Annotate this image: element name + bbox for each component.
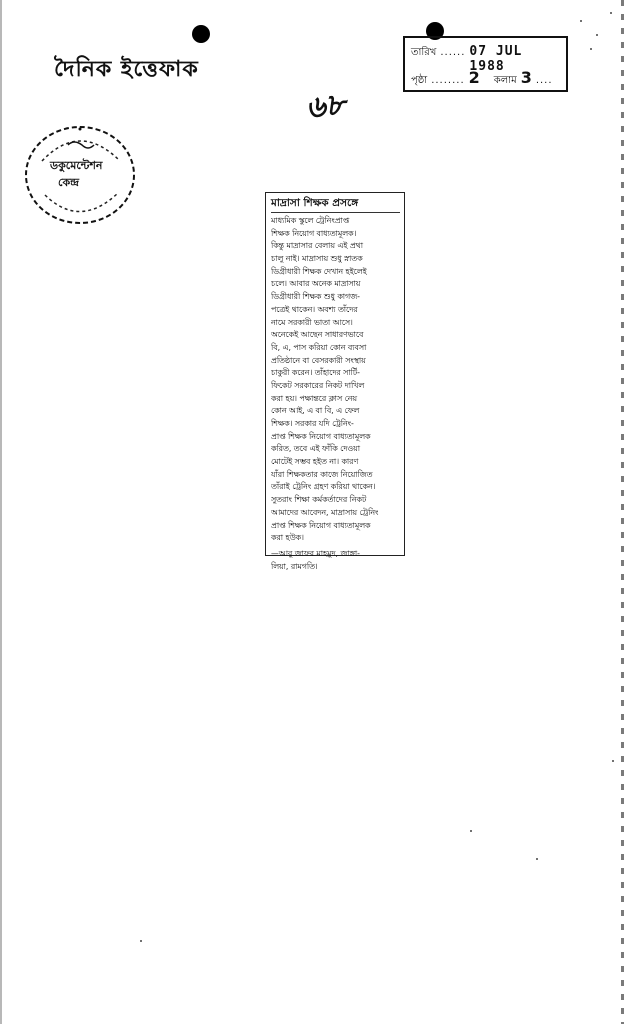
clipping-line: তাঁরাই ট্রেনিং গ্রহণ করিয়া থাকেন।	[271, 482, 376, 492]
date-stamp	[403, 36, 568, 92]
dotted-leader: ....	[535, 75, 553, 86]
clipping-heading: মাদ্রাসা শিক্ষক প্রসঙ্গে	[271, 197, 400, 213]
clipping-line: মোটেই সম্ভব হইত না। কারণ	[271, 457, 359, 467]
documentation-seal	[20, 123, 136, 227]
clipping-signature-2: লিয়া, রামগতি।	[271, 561, 318, 571]
column-label: কলাম	[493, 75, 517, 86]
page-edge-right	[621, 0, 624, 1024]
clipping-line: প্রতিষ্ঠানে বা বেসরকারী সংস্থায়	[271, 355, 366, 365]
clipping-line: ফিকেট সরকারের নিকট দাখিল	[271, 380, 365, 390]
clipping-line: ডিগ্রীধারী শিক্ষক শুধু কাগজ-	[271, 292, 360, 302]
dotted-leader: ........	[431, 75, 465, 86]
clipping-line: প্রাপ্ত শিক্ষক নিয়োগ বাধ্যতামূলক	[271, 431, 371, 441]
clipping-line: কিন্তু মাদ্রাসার বেলায় এই প্রথা	[271, 241, 363, 251]
clipping-line: চাকুরী করেন। তাঁহাদের সার্টি-	[271, 368, 360, 378]
clipping-line: আমাদের আবেদন, মাদ্রাসায় ট্রেনিং	[271, 507, 379, 517]
newspaper-masthead: দৈনিক ইত্তেফাক	[54, 57, 199, 82]
clipping-line: করা হউক।	[271, 533, 304, 543]
clipping-line: শিক্ষক নিয়োগ বাধ্যতামূলক।	[271, 228, 357, 238]
date-value: 07 JUL 1988	[469, 44, 523, 74]
seal-line-1: ডকুমেন্টেশন	[50, 159, 103, 172]
clipping-line: অনেকেই আছেন সাধারণভাবে	[271, 330, 364, 340]
clipping-body	[271, 215, 400, 545]
handwritten-number: ৬৮	[304, 87, 347, 126]
clipping-line: বি, এ, পাস করিয়া কোন ব্যবসা	[271, 342, 367, 352]
punch-hole-left	[192, 25, 210, 43]
clipping-line: ডিগ্রীধারী শিক্ষক দেখান হইলেই	[271, 266, 367, 276]
page-label: পৃষ্ঠা	[411, 75, 428, 86]
seal-line-2: কেন্দ্র	[58, 176, 80, 189]
clipping-line: নামে সরকারী ভাতা আসে।	[271, 317, 353, 327]
column-value: 3	[520, 68, 532, 87]
clipping-signature-1: —আবু জাফর মাহমুদ, জাঙ্গা-	[271, 548, 360, 558]
newspaper-clipping	[265, 192, 405, 571]
clipping-line: করিত, তবে এই ফাঁকি দেওয়া	[271, 444, 361, 454]
clipping-line: সুতরাং শিক্ষা কর্মকর্তাদের নিকট	[271, 495, 367, 505]
dotted-leader: ......	[440, 47, 466, 58]
page-edge-left	[0, 0, 2, 1024]
clipping-line: করা হয়। পক্ষান্তরে ক্লাস নেয়	[271, 393, 357, 403]
date-label: তারিখ	[411, 47, 437, 58]
clipping-line: কোন আই, এ বা বি, এ ফেল	[271, 406, 360, 416]
clipping-line: পত্রেই থাকেন। অবশ্য তাঁদের	[271, 304, 358, 314]
clipping-line: প্রাপ্ত শিক্ষক নিয়োগ বাধ্যতামূলক	[271, 520, 371, 530]
clipping-line: চালু নাই। মাদ্রাসায় শুধু স্নাতক	[271, 254, 363, 264]
clipping-line: যাঁরা শিক্ষকতার কাজে নিয়োজিত	[271, 469, 373, 479]
clipping-line: চলে। আবার অনেক মাদ্রাসায়	[271, 279, 361, 289]
page-value: 2	[468, 68, 480, 87]
clipping-line: মাধ্যমিক স্কুলে ট্রেনিংপ্রাপ্ত	[271, 216, 350, 225]
page-row	[411, 68, 553, 90]
clipping-line: শিক্ষক। সরকার যদি ট্রেনিং-	[271, 419, 354, 428]
